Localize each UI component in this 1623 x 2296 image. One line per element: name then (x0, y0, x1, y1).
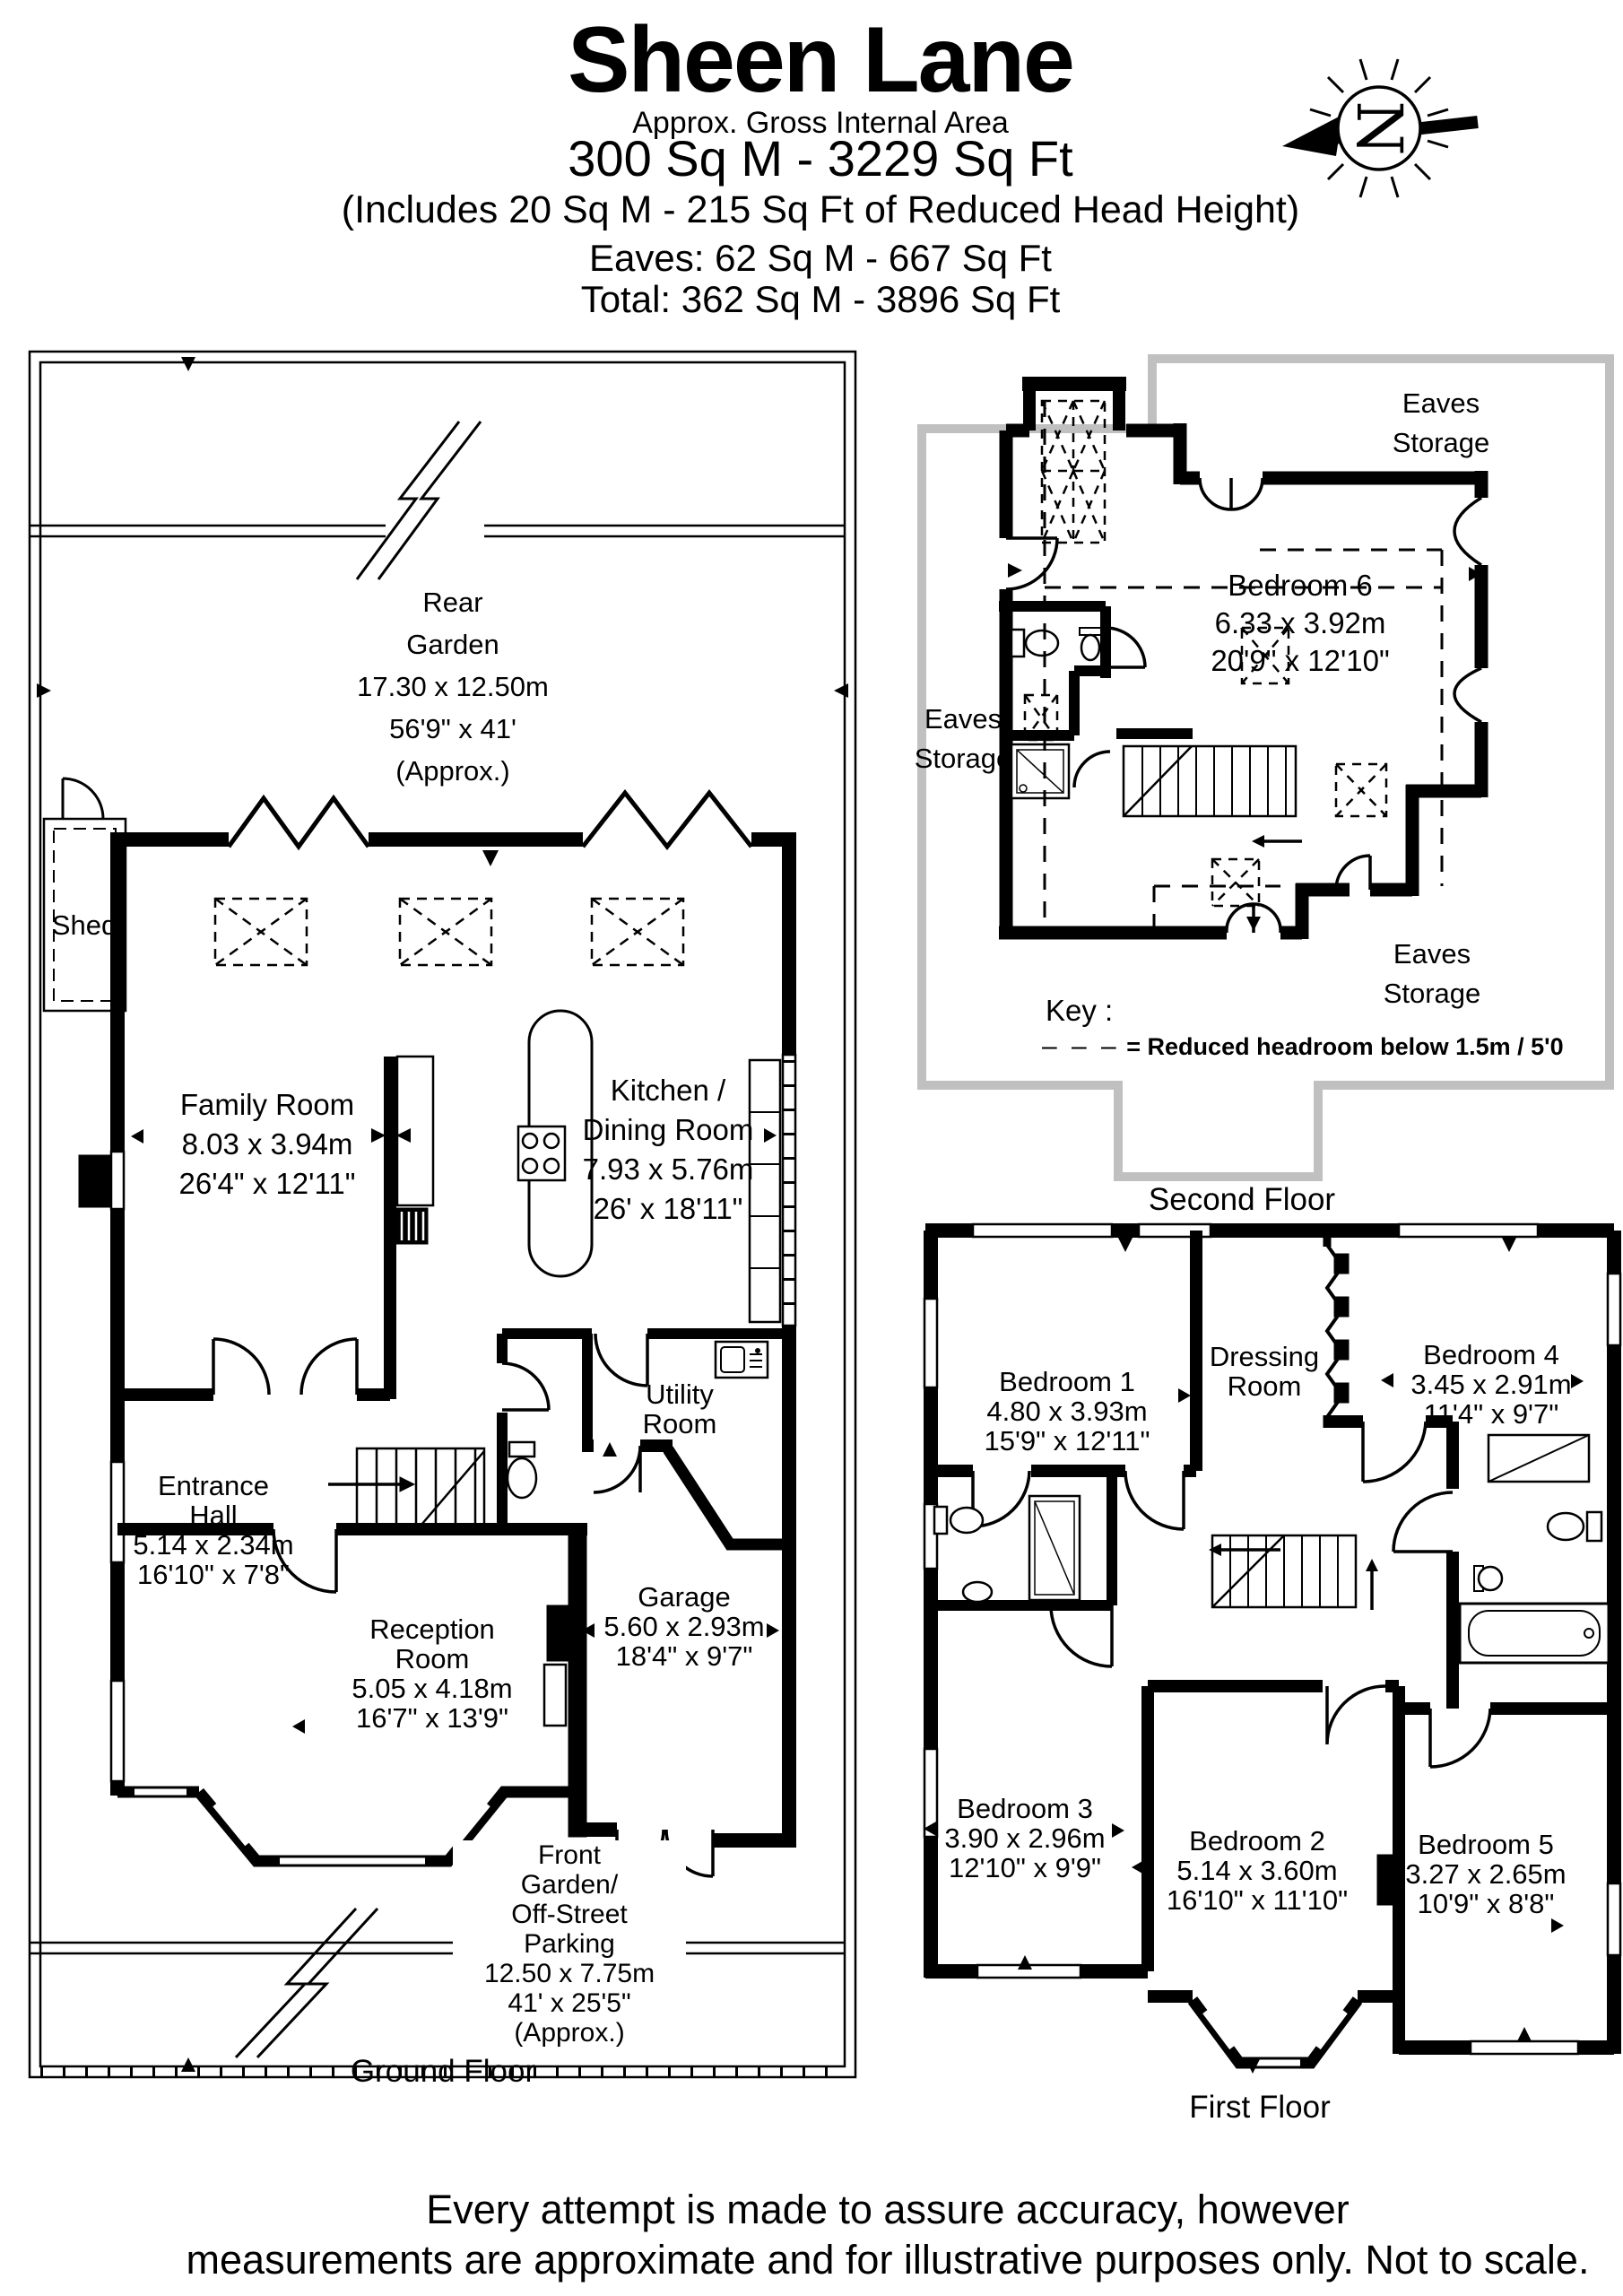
room-label-rear-garden: Rear Garden 17.30 x 12.50m 56'9" x 41' (Approx.) (357, 587, 549, 787)
first-floor-label: First Floor (1189, 2090, 1331, 2125)
room-label-kitchen-dining: Kitchen / Dining Room 7.93 x 5.76m 26' x 18'11" (582, 1074, 754, 1225)
room-label-front-garden: Front Garden/ Off-Street Parking 12.50 x 7.75m 41' x 25'5" (Approx.) (453, 1840, 686, 2048)
room-label-eaves-storage-left: Eaves Storage (914, 703, 1012, 774)
second-floor-label: Second Floor (1148, 1182, 1336, 1217)
room-label-eaves-storage-top: Eaves Storage (1392, 387, 1490, 458)
room-label-reception: Reception Room 5.05 x 4.18m 16'7" x 13'9" (352, 1613, 513, 1734)
room-label-utility: Utility Room (642, 1378, 717, 1439)
room-label-bedroom3: Bedroom 3 3.90 x 2.96m 12'10" x 9'9" (944, 1793, 1106, 1883)
ground-floor-label: Ground Floor (350, 2054, 536, 2089)
header-area: 300 Sq M - 3229 Sq Ft (568, 130, 1073, 187)
room-label-bedroom6: Bedroom 6 6.33 x 3.92m 20'9" x 12'10" (1211, 569, 1390, 677)
north-compass-icon (1282, 59, 1478, 197)
svg-text:N: N (1342, 100, 1416, 156)
room-label-eaves-storage-bottom: Eaves Storage (1383, 938, 1481, 1009)
room-label-bedroom5: Bedroom 5 3.27 x 2.65m 10'9" x 8'8" (1405, 1829, 1567, 1919)
room-label-bedroom1: Bedroom 1 4.80 x 3.93m 15'9" x 12'11" (984, 1366, 1150, 1457)
room-label-shed: Shed (51, 909, 117, 941)
header-total: Total: 362 Sq M - 3896 Sq Ft (580, 278, 1061, 320)
room-label-bedroom2: Bedroom 2 5.14 x 3.60m 16'10" x 11'10" (1166, 1825, 1349, 1916)
room-label-family-room: Family Room 8.03 x 3.94m 26'4" x 12'11" (178, 1088, 356, 1200)
key-legend: – – – = Reduced headroom below 1.5m / 5'0 (1042, 1031, 1564, 1061)
room-label-entrance-hall: Entrance Hall 5.14 x 2.34m 16'10" x 7'8" (133, 1470, 294, 1590)
page-title: Sheen Lane (568, 8, 1073, 112)
header-eaves: Eaves: 62 Sq M - 667 Sq Ft (589, 237, 1052, 279)
room-label-garage: Garage 5.60 x 2.93m 18'4" x 9'7" (603, 1581, 765, 1672)
skylights (215, 899, 683, 965)
room-label-bedroom4: Bedroom 4 3.45 x 2.91m 11'4" x 9'7" (1410, 1339, 1572, 1430)
disclaimer: Every attempt is made to assure accuracy, however measurements are approximate and for illustrative purposes only. Not to scale. (186, 2187, 1590, 2283)
key-title: Key : (1046, 994, 1114, 1027)
room-label-dressing-room: Dressing Room (1209, 1341, 1320, 1402)
header-subtitle: Approx. Gross Internal Area (632, 106, 1009, 140)
header-includes: (Includes 20 Sq M - 215 Sq Ft of Reduced Head Height) (341, 188, 1300, 231)
